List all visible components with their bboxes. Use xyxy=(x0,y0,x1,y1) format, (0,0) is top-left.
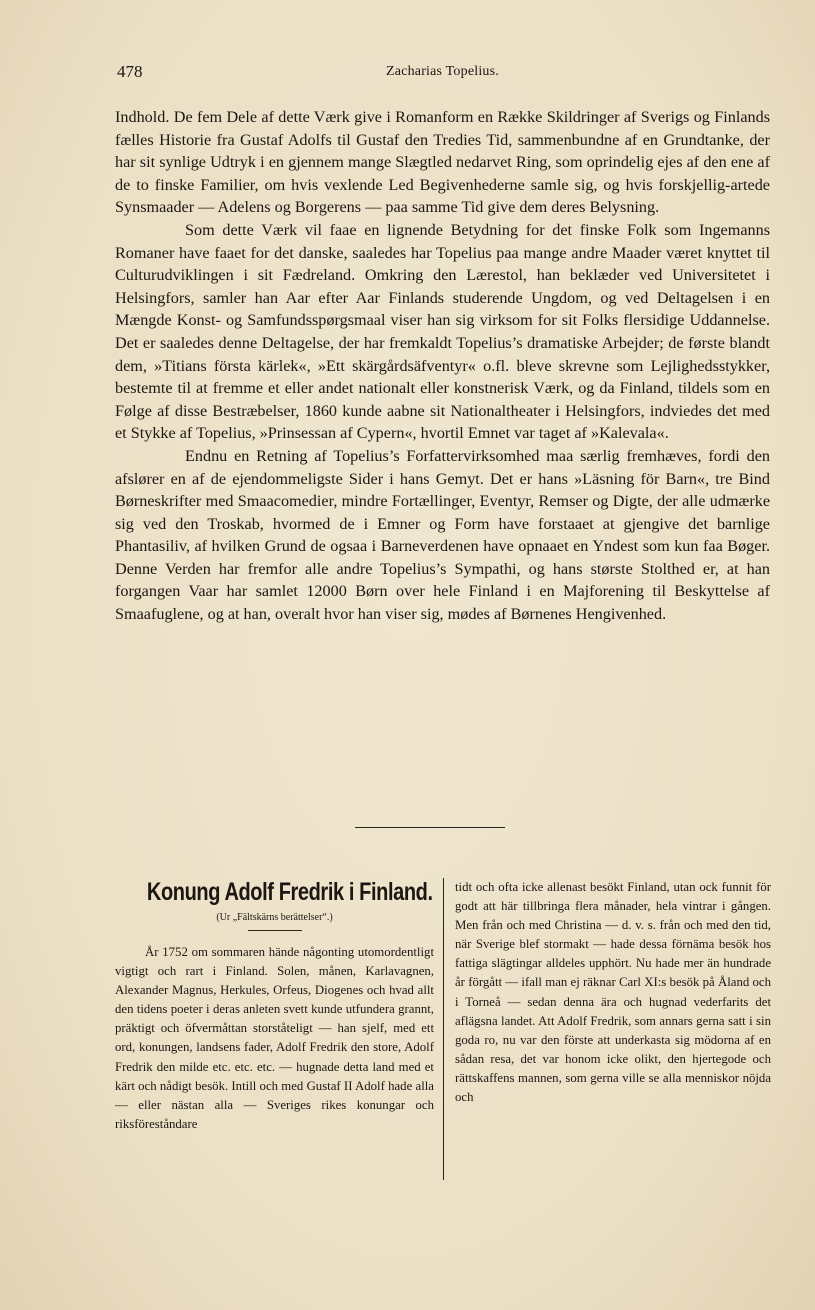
right-column-text: tidt och ofta icke allenast besökt Finland, utan ock funnit för godt att här tillbringa flera månader, hela vintrar i gången. Men från och med Christina — d. v. s. från och med den tid, när Sverige blef stormakt — hade dessa förnäma besök hos fattiga slägtingar alldeles upphört. Nu hade mer än hundrade år förgått — ifall man ej räknar Carl XI:s besök på Åland och i Torneå — sedan denna ära och hugnad vederfarits det aflägsna landet. Att Adolf Fredrik, som annars gerna satt i sin goda ro, nu var den förste att underkasta sig mödorna af en sådan resa, det var honom icke olikt, den hjertegode och rättskaffens mannen, som gerna ville se alla menniskor nöjda och xyxy=(455,880,771,1105)
paragraph-2: Som dette Værk vil faae en lignende Betydning for det finske Folk som Ingemanns Romaner have faaet for det danske, saaledes har Topelius paa mange andre Maader været knyttet til Culturudviklingen i sit Fædreland. Omkring den Lærestol, han beklæder ved Universitetet i Helsingfors, samler han Aar efter Aar Finlands studerende Ungdom, og ved Deltagelsen i en Mængde Konst- og Samfundsspørgsmaal viser han sig virksom for sit Folks flersidige Uddannelse. Det er saaledes denne Deltagelse, der har fremkaldt Topelius’s dramatiske Arbejder; de første blandt dem, »Titians första kärlek«, »Ett skärgårdsäfventyr« o.fl. bleve skrevne som Lejlighedsstykker, bestemte til at fremme et eller andet nationalt eller konstnerisk Værk, og da Finland, tildels som en Følge af disse Bestræbelser, 1860 kunde aabne sit Nationaltheater i Helsingfors, indviedes det med et Stykke af Topelius, »Prinsessan af Cypern«, hvortil Emnet var taget af »Kalevala«. xyxy=(115,220,770,443)
paragraph-1: Indhold. De fem Dele af dette Værk give i Romanform en Række Skildringer af Sverigs og Finlands fælles Historie fra Gustaf Adolfs til Gustaf den Tredies Tid, sammenbundne af en Grundtanke, der har sit synlige Udtryk i en gjennem mange Slægtled nedarvet Ring, som oprindelig ejes af den ene af de to finske Familier, om hvis vexlende Led Begivenhederne samle sig, og hvis forskjellig-artede Synsmaader — Adelens og Borgerens — paa samme Tid give dem deres Belysning. xyxy=(115,108,770,217)
article-title: Konung Adolf Fredrik i Finland. xyxy=(146,878,433,906)
main-text-block xyxy=(115,106,770,626)
title-rule xyxy=(248,930,302,931)
article-source: (Ur „Fältskärns berättelser“.) xyxy=(216,912,333,923)
page-header xyxy=(115,62,770,90)
section-divider xyxy=(355,827,505,828)
page-number: 478 xyxy=(117,62,143,81)
column-rule xyxy=(443,878,444,1180)
left-column-text: År 1752 om sommaren hände någonting utomordentligt vigtigt och rart i Finland. Solen, månen, Karlavagnen, Alexander Magnus, Herkules, Orfeus, Diogenes och hvad allt den tidens poeter i deras anleten svett kunde utfundera grannt, präktigt och öfvermåttan storståteligt — han sjelf, med ett ord, konungen, landsens fader, Adolf Fredrik den store, Adolf Fredrik den milde etc. etc. etc. — hugnade detta land med et kärt och nådigt besök. Intill och med Gustaf II Adolf hade alla — eller nästan alla — Sveriges rikes konungar och riksföreståndare xyxy=(115,945,434,1131)
article-right-column xyxy=(455,878,771,1107)
article-left-column xyxy=(115,878,434,1134)
paragraph-3: Endnu en Retning af Topelius’s Forfattervirksomhed maa særlig fremhæves, fordi den afslører en af de ejendommeligste Sider i hans Gemyt. Det er hans »Läsning för Barn«, tre Bind Børneskrifter med Smaacomedier, mindre Fortællinger, Eventyr, Remser og Digte, der alle udmærke sig ved den Troskab, hvormed de i Emner og Form have forstaaet at gjengive det barnlige Phantasiliv, af hvilken Grund de ogsaa i Barneverdenen have opnaaet en Yndest som kun faa Bøger. Denne Verden har fremfor alle andre Topelius’s Sympathi, og hans største Stolthed er, at han forgangen Vaar har samlet 12000 Børn over hele Finland i en Majforening til Beskyttelse af Smaafuglene, og at han, overalt hvor han viser sig, mødes af Børnenes Hengivenhed. xyxy=(115,446,770,624)
running-head: Zacharias Topelius. xyxy=(386,64,499,79)
